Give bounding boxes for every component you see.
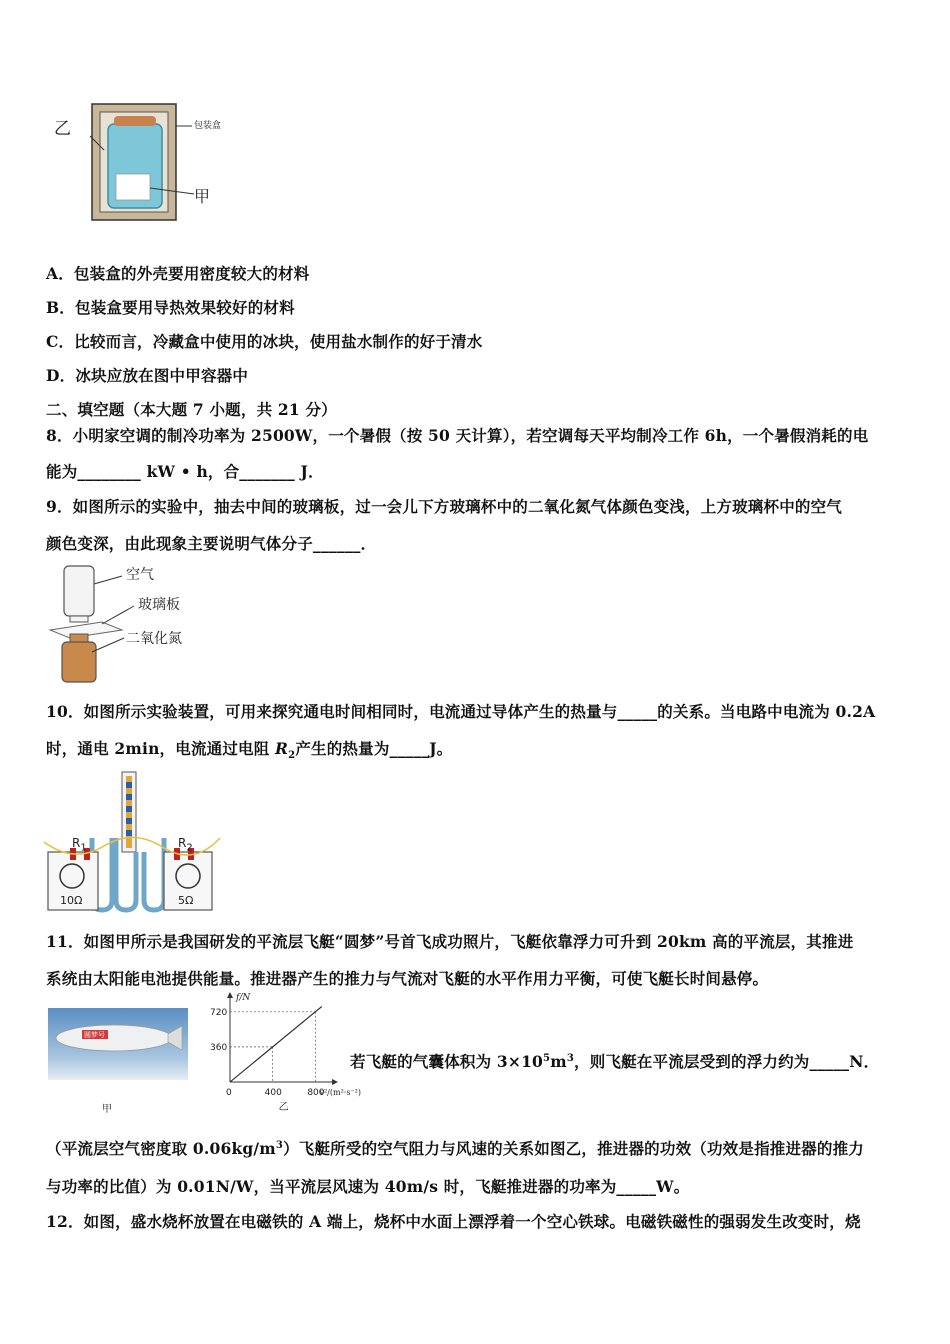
label-glass-plate: 玻璃板	[138, 597, 180, 613]
q11-line1: 11．如图甲所示是我国研发的平流层飞艇“圆梦”号首飞成功照片，飞艇依靠浮力可升到 20km 高的平流层，其推进	[46, 932, 854, 951]
q11-line3-a: （平流层空气密度取 0.06kg/m	[46, 1139, 276, 1158]
label-no2: 二氧化氮	[126, 631, 182, 647]
x-axis-label: v²/(m²·s⁻²)	[319, 1088, 362, 1097]
airship-name: 圆梦号	[84, 1031, 105, 1039]
q10-line2	[46, 737, 453, 761]
label-box: 包装盒	[194, 121, 222, 131]
q11-side-a: 若飞艇的气囊体积为 3×10	[350, 1052, 544, 1071]
q11-line3-sup: 3	[275, 1139, 284, 1151]
label-r2-main: R	[178, 836, 187, 850]
q11-side-sup2: 3	[566, 1052, 574, 1064]
label-r1	[72, 836, 87, 853]
label-10-ohm: 10Ω	[60, 894, 83, 907]
airship-photo	[48, 1008, 188, 1080]
series-line	[230, 1007, 322, 1082]
x-tick-0: 0	[226, 1088, 232, 1098]
q10-r: R	[275, 739, 289, 758]
q10-line2-a: 时，通电 2min，电流通过电阻	[46, 739, 276, 758]
q10-rsub: 2	[288, 750, 296, 762]
label-jia: 甲	[194, 187, 211, 206]
label-5-ohm: 5Ω	[178, 894, 194, 907]
figure-gas-diffusion	[46, 562, 216, 688]
chart-caption: 乙	[278, 1102, 289, 1113]
airship-caption: 甲	[102, 1104, 112, 1115]
q10-line1: 10．如图所示实验装置，可用来探究通电时间相同时，电流通过导体产生的热量与_____的关系。当电路中电流为 0.2A	[46, 702, 876, 721]
q11-side-sup: 5	[543, 1052, 551, 1064]
x-axis-arrow	[332, 1079, 338, 1085]
q11-side-b: m	[550, 1052, 567, 1071]
q8-line2: 能为________ kW • h，合_______ J．	[46, 462, 324, 481]
q11-line4: 与功率的比值）为 0.01N/W，当平流层风速为 40m/s 时，飞艇推进器的功率为_____W。	[46, 1177, 690, 1196]
q11-line3-b: ）飞艇所受的空气阻力与风速的关系如图乙，推进器的功效（功效是指推进器的推力	[283, 1139, 864, 1158]
q11-side-text	[350, 1050, 879, 1072]
x-tick-400: 400	[264, 1088, 282, 1098]
q8-line1: 8．小明家空调的制冷功率为 2500W，一个暑假（按 50 天计算），若空调每天平均制冷工作 6h，一个暑假消耗的电	[46, 426, 869, 445]
figure-airship	[48, 1008, 188, 1114]
q9-line1: 9．如图所示的实验中，抽去中间的玻璃板，过一会儿下方玻璃杯中的二氧化氮气体颜色变浅，上方玻璃杯中的空气	[46, 497, 842, 516]
y-tick-360: 360	[210, 1042, 228, 1053]
x-tick-800: 800	[307, 1088, 325, 1098]
y-tick-720: 720	[210, 1007, 228, 1018]
figure-insulated-box	[46, 98, 236, 228]
label-r2	[178, 836, 193, 853]
label-r1-sub: 1	[80, 842, 87, 854]
section-title: 二、填空题（本大题 7 小题，共 21 分）	[46, 400, 337, 419]
q12-line1: 12．如图，盛水烧杯放置在电磁铁的 A 端上，烧杯中水面上漂浮着一个空心铁球。电磁铁磁性的强弱发生改变时，烧	[46, 1212, 861, 1231]
option-b: B．包装盒要用导热效果较好的材料	[46, 298, 295, 317]
option-d: D．冰块应放在图中甲容器中	[46, 366, 249, 385]
label-yi: 乙	[54, 119, 71, 139]
option-c: C．比较而言，冷藏盒中使用的冰块，使用盐水制作的好于清水	[46, 332, 483, 351]
label-r1-main: R	[72, 836, 81, 850]
figure-force-chart	[206, 993, 362, 1114]
q11-line3	[46, 1137, 864, 1159]
q9-line2: 颜色变深，由此现象主要说明气体分子______．	[46, 534, 377, 553]
option-a: A．包装盒的外壳要用密度较大的材料	[46, 264, 310, 283]
force-chart-svg	[206, 993, 362, 1114]
y-axis-label: f/N	[236, 993, 251, 1003]
label-r2-sub: 2	[186, 842, 193, 854]
y-axis-arrow	[227, 992, 233, 998]
label-air: 空气	[126, 567, 154, 583]
q11-line2: 系统由太阳能电池提供能量。推进器产生的推力与气流对飞艇的水平作用力平衡，可使飞艇长时间悬停。	[46, 969, 769, 988]
figure-circuit	[44, 768, 220, 916]
q10-line2-b: 产生的热量为_____J。	[295, 739, 453, 758]
q11-side-c: ，则飞艇在平流层受到的浮力约为_____N．	[574, 1052, 880, 1071]
